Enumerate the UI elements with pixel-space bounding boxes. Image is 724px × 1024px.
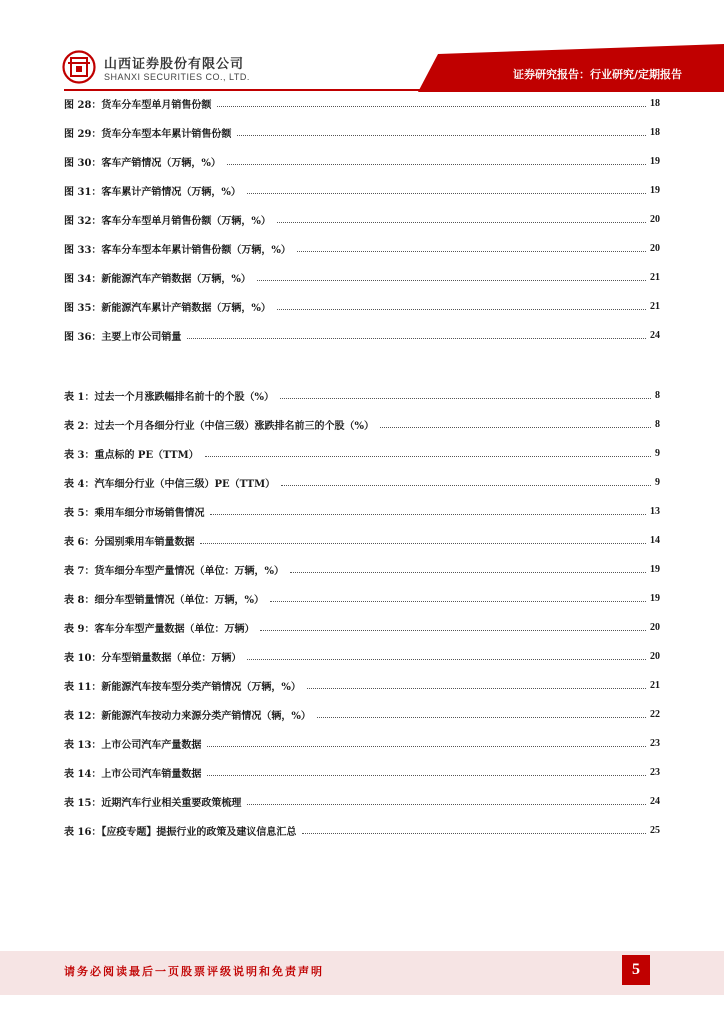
toc-entry-page: 20 bbox=[650, 650, 660, 662]
toc-entry-label: 表 16：【应疫专题】提振行业的政策及建议信息汇总 bbox=[64, 826, 297, 838]
shanxi-securities-logo-icon bbox=[62, 50, 96, 84]
toc-entry-page: 20 bbox=[650, 621, 660, 633]
page-header bbox=[0, 0, 724, 92]
toc-entry[interactable] bbox=[64, 821, 660, 839]
toc-entry-label: 图 29：货车分车型本年累计销售份额 bbox=[64, 128, 232, 140]
toc-leader-dots bbox=[290, 571, 646, 573]
toc-entry-label: 表 8：细分车型销量情况（单位：万辆，%） bbox=[64, 594, 264, 606]
toc-entry-page: 13 bbox=[650, 505, 660, 517]
toc-entry-label: 表 5：乘用车细分市场销售情况 bbox=[64, 507, 205, 519]
toc-entry-label: 表 13：上市公司汽车产量数据 bbox=[64, 739, 202, 751]
toc-entry[interactable] bbox=[64, 239, 660, 257]
toc-entry-label: 图 33：客车分车型本年累计销售份额（万辆，%） bbox=[64, 244, 291, 256]
toc-entry[interactable] bbox=[64, 326, 660, 344]
toc-entry-label: 图 36：主要上市公司销量 bbox=[64, 331, 182, 343]
page-number: 5 bbox=[622, 955, 650, 985]
toc-leader-dots bbox=[277, 221, 646, 223]
toc-leader-dots bbox=[200, 542, 646, 544]
toc-entry[interactable] bbox=[64, 94, 660, 112]
toc-entry-page: 22 bbox=[650, 708, 660, 720]
toc-entry-label: 图 32：客车分车型单月销售份额（万辆，%） bbox=[64, 215, 271, 227]
toc-entry[interactable] bbox=[64, 415, 660, 433]
toc-leader-dots bbox=[205, 455, 651, 457]
toc-entry[interactable] bbox=[64, 676, 660, 694]
header-divider bbox=[64, 89, 660, 91]
toc-entry-page: 8 bbox=[655, 389, 660, 401]
toc-entry-page: 9 bbox=[655, 447, 660, 459]
toc-entry-label: 图 31：客车累计产销情况（万辆，%） bbox=[64, 186, 241, 198]
toc-entry-page: 19 bbox=[650, 563, 660, 575]
toc-entry[interactable] bbox=[64, 210, 660, 228]
toc-entry[interactable] bbox=[64, 734, 660, 752]
toc-entry-page: 20 bbox=[650, 242, 660, 254]
toc-leader-dots bbox=[307, 687, 646, 689]
toc-leader-dots bbox=[187, 337, 646, 339]
toc-entry-label: 表 6：分国别乘用车销量数据 bbox=[64, 536, 195, 548]
toc-entry-page: 25 bbox=[650, 824, 660, 836]
toc-leader-dots bbox=[207, 745, 646, 747]
toc-entry[interactable] bbox=[64, 560, 660, 578]
toc-entry-page: 19 bbox=[650, 155, 660, 167]
toc-leader-dots bbox=[280, 397, 651, 399]
footer-disclaimer: 请务必阅读最后一页股票评级说明和免责声明 bbox=[64, 965, 324, 978]
toc-entry[interactable] bbox=[64, 268, 660, 286]
toc-entry-label: 表 7：货车细分车型产量情况（单位：万辆，%） bbox=[64, 565, 284, 577]
toc-entry-page: 9 bbox=[655, 476, 660, 488]
toc-leader-dots bbox=[227, 163, 646, 165]
toc-entry[interactable] bbox=[64, 152, 660, 170]
toc-leader-dots bbox=[297, 250, 646, 252]
toc-entry-label: 表 1：过去一个月涨跌幅排名前十的个股（%） bbox=[64, 391, 274, 403]
toc-entry-page: 18 bbox=[650, 97, 660, 109]
toc-entry-label: 表 4：汽车细分行业（中信三级）PE（TTM） bbox=[64, 478, 276, 490]
toc-entry[interactable] bbox=[64, 618, 660, 636]
toc-leader-dots bbox=[217, 105, 646, 107]
toc-entry[interactable] bbox=[64, 705, 660, 723]
toc-entry-page: 21 bbox=[650, 679, 660, 691]
toc-entry-label: 图 34：新能源汽车产销数据（万辆，%） bbox=[64, 273, 251, 285]
toc-entry[interactable] bbox=[64, 123, 660, 141]
toc-leader-dots bbox=[237, 134, 646, 136]
toc-leader-dots bbox=[270, 600, 646, 602]
toc-entry-page: 14 bbox=[650, 534, 660, 546]
toc-entry-page: 19 bbox=[650, 592, 660, 604]
toc-entry[interactable] bbox=[64, 473, 660, 491]
toc-leader-dots bbox=[277, 308, 646, 310]
toc-entry-label: 表 3：重点标的 PE（TTM） bbox=[64, 449, 199, 461]
toc-entry[interactable] bbox=[64, 502, 660, 520]
toc-entry[interactable] bbox=[64, 444, 660, 462]
toc-entry-label: 图 35：新能源汽车累计产销数据（万辆，%） bbox=[64, 302, 271, 314]
toc-entry-page: 23 bbox=[650, 737, 660, 749]
toc-entry[interactable] bbox=[64, 531, 660, 549]
toc-entry-label: 表 9：客车分车型产量数据（单位：万辆） bbox=[64, 623, 255, 635]
toc-entry-label: 图 30：客车产销情况（万辆，%） bbox=[64, 157, 221, 169]
toc-leader-dots bbox=[317, 716, 646, 718]
toc-leader-dots bbox=[210, 513, 646, 515]
toc-entry[interactable] bbox=[64, 647, 660, 665]
toc-entry-page: 21 bbox=[650, 271, 660, 283]
report-type-tag: 证券研究报告：行业研究/定期报告 bbox=[512, 68, 682, 81]
toc-entry-page: 8 bbox=[655, 418, 660, 430]
toc-leader-dots bbox=[380, 426, 651, 428]
toc-entry-page: 24 bbox=[650, 329, 660, 341]
toc-entry-page: 24 bbox=[650, 795, 660, 807]
toc-entry-label: 图 28：货车分车型单月销售份额 bbox=[64, 99, 212, 111]
toc-entry-label: 表 15：近期汽车行业相关重要政策梳理 bbox=[64, 797, 242, 809]
toc-entry[interactable] bbox=[64, 386, 660, 404]
toc-leader-dots bbox=[302, 832, 646, 834]
toc-leader-dots bbox=[260, 629, 646, 631]
toc-leader-dots bbox=[281, 484, 651, 486]
toc-leader-dots bbox=[247, 658, 646, 660]
company-name-cn: 山西证券股份有限公司 bbox=[104, 57, 245, 72]
toc-entry-label: 表 10：分车型销量数据（单位：万辆） bbox=[64, 652, 242, 664]
toc-entry-page: 19 bbox=[650, 184, 660, 196]
toc-entry-page: 23 bbox=[650, 766, 660, 778]
toc-entry[interactable] bbox=[64, 589, 660, 607]
toc-entry-page: 18 bbox=[650, 126, 660, 138]
toc-leader-dots bbox=[247, 192, 646, 194]
toc-leader-dots bbox=[257, 279, 646, 281]
company-name-en: SHANXI SECURITIES CO., LTD. bbox=[104, 72, 250, 82]
toc-entry[interactable] bbox=[64, 181, 660, 199]
toc-entry[interactable] bbox=[64, 792, 660, 810]
toc-entry[interactable] bbox=[64, 297, 660, 315]
toc-entry-page: 21 bbox=[650, 300, 660, 312]
toc-entry-label: 表 2：过去一个月各细分行业（中信三级）涨跌排名前三的个股（%） bbox=[64, 420, 374, 432]
toc-leader-dots bbox=[247, 803, 646, 805]
toc-entry-label: 表 11：新能源汽车按车型分类产销情况（万辆，%） bbox=[64, 681, 301, 693]
toc-entry-page: 20 bbox=[650, 213, 660, 225]
toc-entry[interactable] bbox=[64, 763, 660, 781]
toc-entry-label: 表 12：新能源汽车按动力来源分类产销情况（辆，%） bbox=[64, 710, 311, 722]
toc-entry-label: 表 14：上市公司汽车销量数据 bbox=[64, 768, 202, 780]
toc-leader-dots bbox=[207, 774, 646, 776]
